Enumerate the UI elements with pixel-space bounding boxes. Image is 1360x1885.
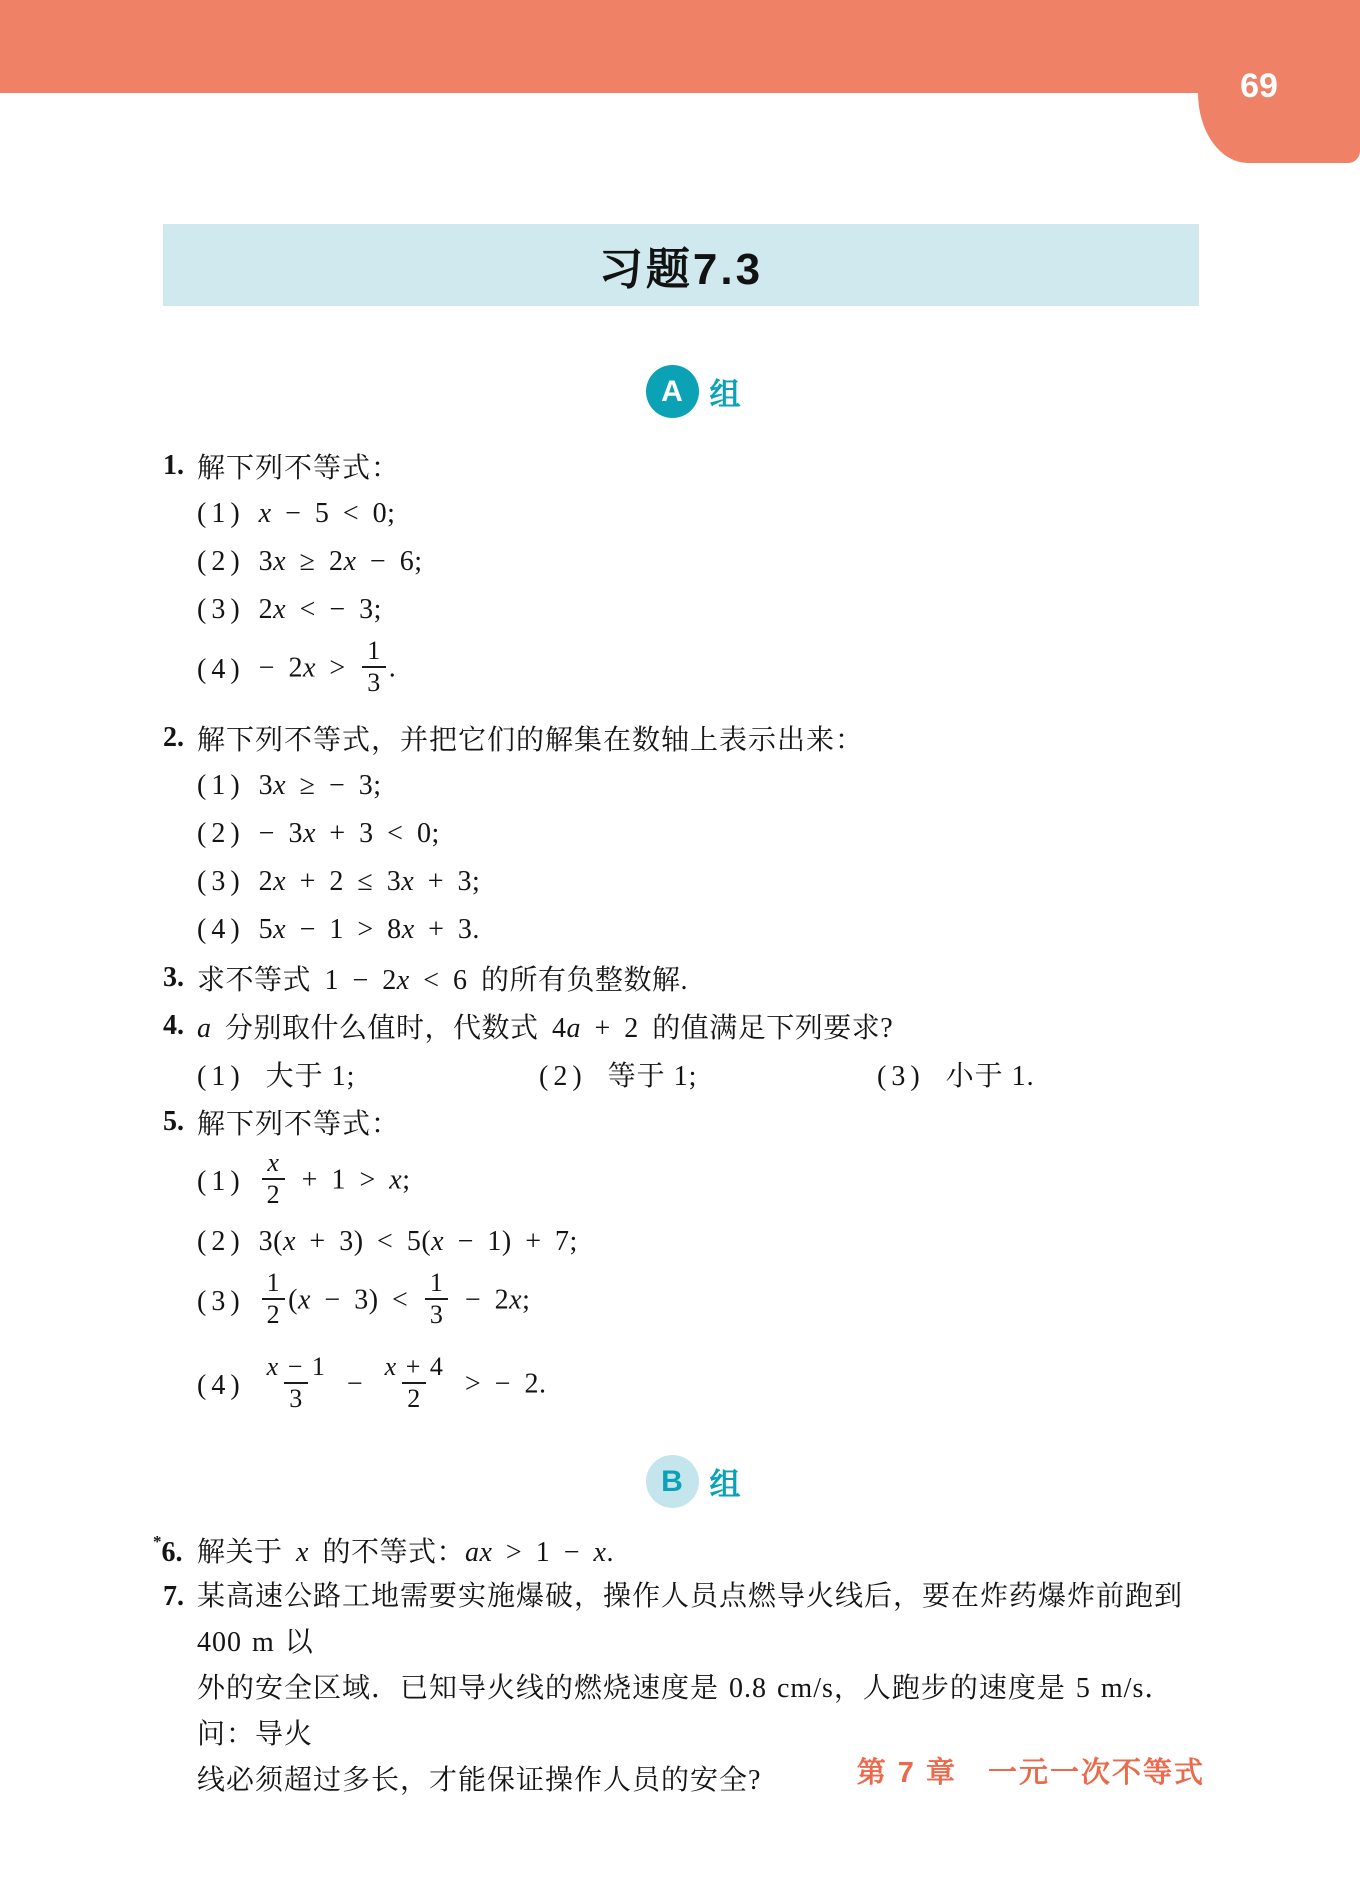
problem-text: 解下列不等式： [197, 453, 401, 484]
problem-1-item-3 [197, 586, 1223, 634]
group-b-label: 组 [709, 1467, 741, 1502]
item-math: 3x ≥ 2x − 6; [258, 546, 423, 577]
problem-1-item-4 [197, 634, 1223, 706]
item-text: 大于 1; [265, 1061, 356, 1092]
group-b-badge [646, 1455, 699, 1508]
problem-4-item-1 [197, 1054, 539, 1094]
problem-5-item-1 [197, 1146, 1223, 1218]
problem-5-item-2 [197, 1218, 1223, 1266]
group-a-letter: A [661, 374, 683, 408]
item-math: − 3x + 3 < 0; [258, 818, 440, 849]
problem-2-item-4 [197, 906, 1223, 954]
item-label: (3) [197, 1286, 245, 1317]
item-label: (3) [877, 1061, 925, 1092]
problem-1-item-2 [197, 538, 1223, 586]
problem-1-item-1 [197, 490, 1223, 538]
problem-number: 5. [163, 1106, 184, 1137]
item-text: 等于 1; [607, 1061, 698, 1092]
item-label: (1) [197, 1166, 245, 1197]
group-a-heading [163, 365, 1223, 418]
problem-2-item-1 [197, 762, 1223, 810]
problem-text: 解下列不等式： [197, 1109, 401, 1140]
problem-4 [163, 1002, 1223, 1050]
problem-4-items [197, 1050, 1223, 1098]
problem-4-item-2 [539, 1054, 877, 1094]
item-label: (2) [539, 1061, 587, 1092]
problem-7-line-1: 某高速公路工地需要实施爆破，操作人员点燃导火线后，要在炸药爆炸前跑到 400 m 以 [197, 1581, 1184, 1658]
problem-number: 1. [163, 450, 184, 481]
problem-number: 2. [163, 722, 184, 753]
problem-5-item-4 [197, 1350, 1223, 1422]
problem-3 [163, 954, 1223, 1002]
item-math: x − 5 < 0; [258, 498, 396, 529]
problem-5 [163, 1098, 1223, 1146]
item-label: (2) [197, 1226, 245, 1257]
problem-number: *6. [153, 1531, 183, 1568]
problem-5-item-3 [197, 1266, 1223, 1338]
item-label: (4) [197, 654, 245, 685]
group-b-heading [163, 1455, 1223, 1508]
item-label: (1) [197, 1061, 245, 1092]
group-b-letter: B [661, 1464, 683, 1498]
item-math: $\frac{x}{2}$ + 1 > x; [259, 1151, 411, 1213]
item-math: 2x < − 3; [258, 594, 382, 625]
item-label: (4) [197, 1370, 245, 1401]
item-label: (3) [197, 594, 245, 625]
exercise-content [153, 0, 1223, 1804]
problem-4-columns [197, 1054, 1223, 1094]
problem-2 [163, 714, 1223, 762]
problem-7-line-3: 线必须超过多长，才能保证操作人员的安全? [197, 1765, 762, 1796]
problem-1 [163, 442, 1223, 490]
item-text: 小于 1. [945, 1061, 1035, 1092]
item-math: 3(x + 3) < 5(x − 1) + 7; [258, 1226, 578, 1257]
item-math: 5x − 1 > 8x + 3. [258, 914, 480, 945]
item-math: $\frac{1}{2}$ (x − 3) < $\frac{1}{3}$ − 2x; [259, 1271, 531, 1333]
optional-star: * [153, 1531, 162, 1551]
item-label: (1) [197, 770, 245, 801]
problem-number: 4. [163, 1010, 184, 1041]
item-math: $\frac{x - 1}{3}$ − $\frac{x + 4}{2}$ > − 2. [266, 1352, 547, 1413]
problem-text: 解下列不等式，并把它们的解集在数轴上表示出来： [197, 725, 865, 756]
problem-number: 7. [163, 1581, 184, 1612]
problem-2-item-2 [197, 810, 1223, 858]
problem-7-line-2: 外的安全区域．已知导火线的燃烧速度是 0.8 cm/s，人跑步的速度是 5 m/s．问：导火 [197, 1673, 1174, 1750]
exercise-title: 习题7.3 [598, 245, 764, 294]
item-math: − 2x > $\frac{1}{3}$ . [258, 636, 397, 697]
item-label: (1) [197, 498, 245, 529]
item-label: (3) [197, 866, 245, 897]
problem-number: 3. [163, 962, 184, 993]
problem-6 [153, 1526, 1223, 1574]
item-label: (4) [197, 914, 245, 945]
page-number: 69 [1240, 67, 1278, 105]
problem-4-item-3 [877, 1054, 1223, 1094]
item-math: 3x ≥ − 3; [258, 770, 382, 801]
problem-2-item-3 [197, 858, 1223, 906]
item-label: (2) [197, 818, 245, 849]
problem-text: 解关于 x 的不等式：ax > 1 − x. [197, 1537, 614, 1568]
item-label: (2) [197, 546, 245, 577]
group-a-badge [646, 365, 699, 418]
item-math: 2x + 2 ≤ 3x + 3; [258, 866, 481, 897]
problem-text: a 分别取什么值时，代数式 4a + 2 的值满足下列要求? [197, 1013, 894, 1044]
chapter-footer: 第 7 章 一元一次不等式 [856, 1757, 1205, 1789]
problem-text: 求不等式 1 − 2x < 6 的所有负整数解. [197, 965, 689, 996]
group-a-label: 组 [709, 377, 741, 412]
